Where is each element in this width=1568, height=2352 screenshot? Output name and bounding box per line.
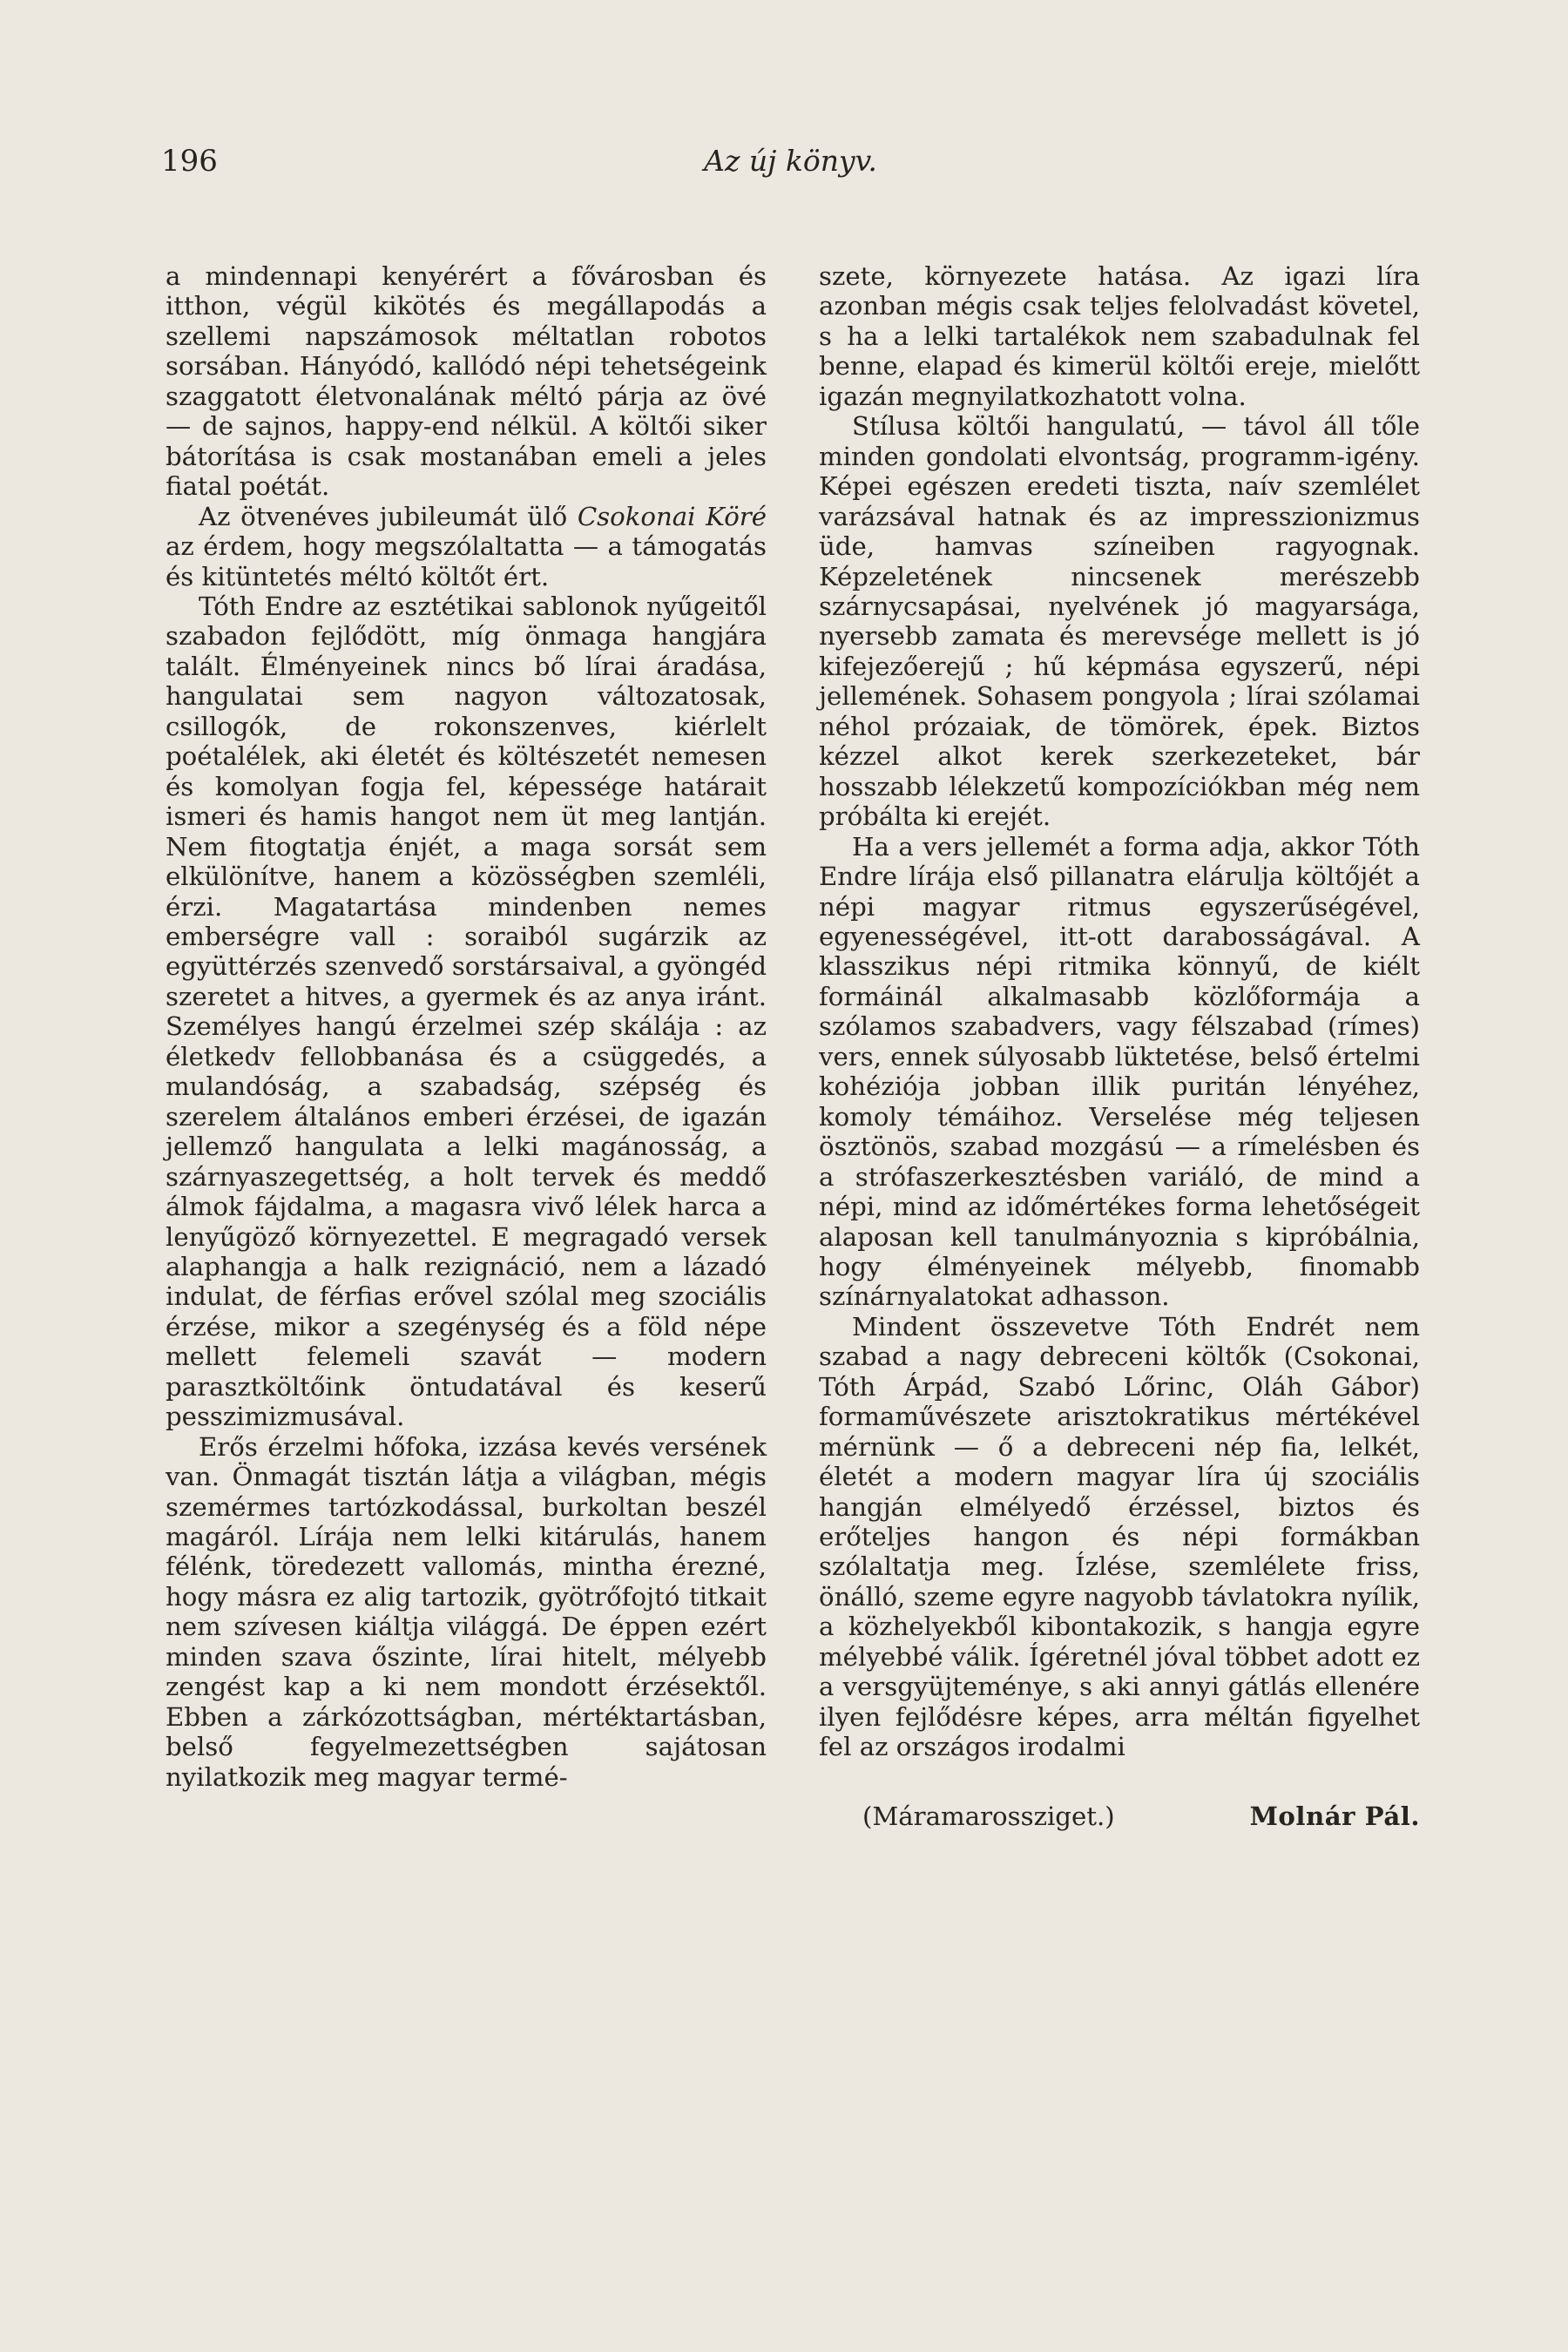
running-title: Az új könyv. — [704, 144, 877, 178]
paragraph-continued: szete, környezete hatása. Az igazi líra azonban mégis csak teljes felolvadást követel, s ha a lelki tartalékok nem szabadulnak fel benne, elapad és kimerül költői ereje, mielőtt igazán megnyilatkozhatott volna. — [819, 261, 1420, 411]
italic-society-name: Csokonai Köré — [577, 501, 767, 531]
right-column — [819, 261, 1420, 1832]
paragraph-form: Ha a vers jellemét a forma adja, akkor Tóth Endre lírája első pillanatra elárulja költőjét a népi magyar ritmus egyszerűségével, egyenességével, itt-ott darabosságával. A klasszikus népi ritmika könnyű, de kiélt formáinál alkalmasabb közlőformája a szólamos szabadvers, vagy félszabad (rímes) vers, ennek súlyosabb lüktetése, belső értelmi kohéziója jobban illik puritán lényéhez, komoly témáihoz. Verselése még teljesen ösztönös, szabad mozgású — a rímelésben és a strófaszerkesztésben variáló, de mind a népi, mind az időmértékes forma lehetőségeit alaposan kell tanulmányoznia s kipróbálnia, hogy élményeinek mélyebb, finomabb színárnyalatokat adhasson. — [819, 831, 1420, 1312]
paragraph-jubilee — [166, 502, 767, 591]
left-column — [166, 261, 767, 1792]
signature-line — [819, 1801, 1420, 1832]
text-columns — [166, 261, 1420, 2178]
paragraph-emotional-heat: Erős érzelmi hőfoka, izzása kevés versének van. Önmagát tisztán látja a világban, mégis szemérmes tartózkodással, burkoltan beszél magáról. Lírája nem lelki kitárulás, hanem félénk, töredezett vallomás, mintha érezné, hogy másra ez alig tartozik, gyötrőfojtó titkait nem szívesen kiáltja világgá. De éppen ezért minden szava őszinte, lírai hitelt, mélyebb zengést kap a ki nem mondott érzésektől. Ebben a zárkózottságban, mértéktartásban, belső fegyelmezettségben sajátosan nyilatkozik meg magyar termé- — [166, 1431, 767, 1792]
paragraph-continued: a mindennapi kenyérért a fővárosban és itthon, végül kikötés és megállapodás a szellemi napszámosok méltatlan robotos sorsában. Hányódó, kallódó népi tehetségeink szaggatott életvonalának méltó párja az övé — de sajnos, happy-end nélkül. A költői siker bátorítása is csak mostanában emeli a jeles fiatal poétát. — [166, 261, 767, 502]
place-of-writing: (Máramarossziget.) — [862, 1801, 1115, 1831]
paragraph-text: Az ötvenéves jubileumát ülő — [199, 501, 578, 531]
author-name: Molnár Pál. — [1249, 1801, 1420, 1831]
page-number: 196 — [161, 144, 218, 179]
paragraph-style: Stílusa költői hangulatú, — távol áll tőle minden gondolati elvontság, programm-igény. Képei egészen eredeti tiszta, naív szemlélet varázsával hatnak és az impresszionizmus üde, hamvas színeiben ragyognak. Képzeletének nincsenek merészebb szárnycsapásai, nyelvének jó magyarsága, nyersebb zamata és merevsége mellett is jó kifejezőerejű ; hű képmása egyszerű, népi jellemének. Sohasem pongyola ; lírai szólamai néhol prózaiak, de tömörek, épek. Biztos kézzel alkot kerek szerkezeteket, bár hosszabb lélekzetű kompozíciókban még nem próbálta ki erejét. — [819, 411, 1420, 832]
paragraph-poet-character: Tóth Endre az esztétikai sablonok nyűgeitől szabadon fejlődött, míg önmaga hangjára talált. Élményeinek nincs bő lírai áradása, hangulatai sem nagyon változatosak, csillogók, de rokonszenves, kiérlelt poétalélek, aki életét és költészetét nemesen és komolyan fogja fel, képessége határait ismeri és hamis hangot nem üt meg lantján. Nem fitogtatja énjét, a maga sorsát sem elkülönítve, hanem a közösségben szemléli, érzi. Magatartása mindenben nemes emberségre vall : soraiból sugárzik az együttérzés szenvedő sorstársaival, a gyöngéd szeretet a hitves, a gyermek és az anya iránt. Személyes hangú érzelmei szép skálája : az életkedv fellobbanása és a csüggedés, a mulandóság, a szabadság, szépség és szerelem általános emberi érzései, de igazán jellemző hangulata a lelki magánosság, a szárnyaszegettség, a holt tervek és meddő álmok fájdalma, a magasra vivő lélek harca a lenyűgöző környezettel. E megragadó versek alaphangja a halk rezignáció, nem a lázadó indulat, de férfias erővel szólal meg szociális érzése, mikor a szegénység és a föld népe mellett felemeli szavát — modern parasztköltőink öntudatával és keserű pesszimizmusával. — [166, 591, 767, 1432]
paragraph-text: az érdem, hogy megszólaltatta — a támogatás és kitüntetés méltó költőt ért. — [166, 531, 767, 591]
paragraph-conclusion: Mindent összevetve Tóth Endrét nem szabad a nagy debreceni költők (Csokonai, Tóth Árpád, Szabó Lőrinc, Oláh Gábor) formaművészete arisztokratikus mértékével mérnünk — ő a debreceni nép fia, lelkét, életét a modern magyar líra új szociális hangján elmélyedő érzéssel, biztos és erőteljes hangon és népi formákban szólaltatja meg. Ízlése, szemlélete friss, önálló, szeme egyre nagyobb távlatokra nyílik, a közhelyekből kibontakozik, s hangja egyre mélyebbé válik. Ígéretnél jóval többet adott ez a versgyüjteménye, s aki annyi gátlás ellenére ilyen fejlődésre képes, arra méltán figyelhet fel az országos irodalmi — [819, 1311, 1420, 1762]
running-header — [161, 139, 1420, 183]
